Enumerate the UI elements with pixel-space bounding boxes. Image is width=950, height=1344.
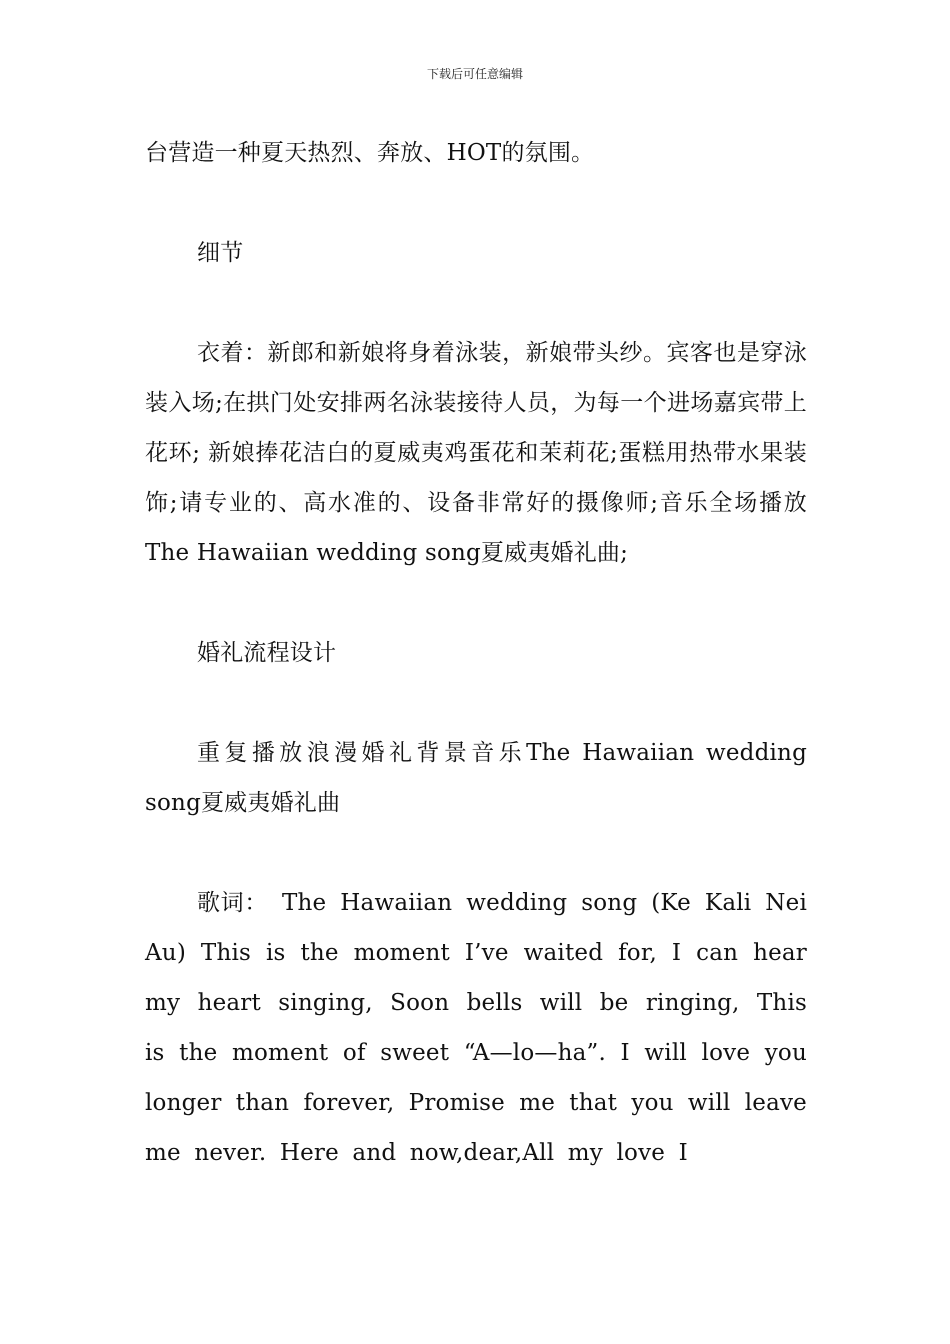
paragraph-gap xyxy=(145,578,807,628)
paragraph-gap xyxy=(145,678,807,728)
paragraph-gap xyxy=(145,278,807,328)
section-heading-details: 细节 xyxy=(197,240,244,266)
document-body xyxy=(145,128,807,1178)
paragraph-atmosphere: 台营造一种夏天热烈、奔放、HOT的氛围。 xyxy=(145,140,595,166)
paragraph-gap xyxy=(145,828,807,878)
paragraph-lyrics: 歌词： The Hawaiian wedding song (Ke Kali Nei Au) This is the moment I’ve waited for, I can hear my heart singing, Soon bells will be ringing, This is the moment of sweet “A—lo—ha”. I will love you longer than forever, Promise me that you will leave me never. Here and now,dear,All my love I xyxy=(145,890,807,1166)
section-heading-wedding-flow: 婚礼流程设计 xyxy=(197,640,337,666)
paragraph-background-music: 重复播放浪漫婚礼背景音乐The Hawaiian wedding song夏威夷婚礼曲 xyxy=(145,740,807,816)
paragraph-gap xyxy=(145,178,807,228)
paragraph-clothing: 衣着：新郎和新娘将身着泳装，新娘带头纱。宾客也是穿泳装入场;在拱门处安排两名泳装接待人员，为每一个进场嘉宾带上花环; 新娘捧花洁白的夏威夷鸡蛋花和茉莉花;蛋糕用热带水果装饰;请专业的、高水准的、设备非常好的摄像师;音乐全场播放The Hawaiian wedding song夏威夷婚礼曲; xyxy=(145,340,807,566)
page-header: 下载后可任意编辑 xyxy=(426,67,523,81)
